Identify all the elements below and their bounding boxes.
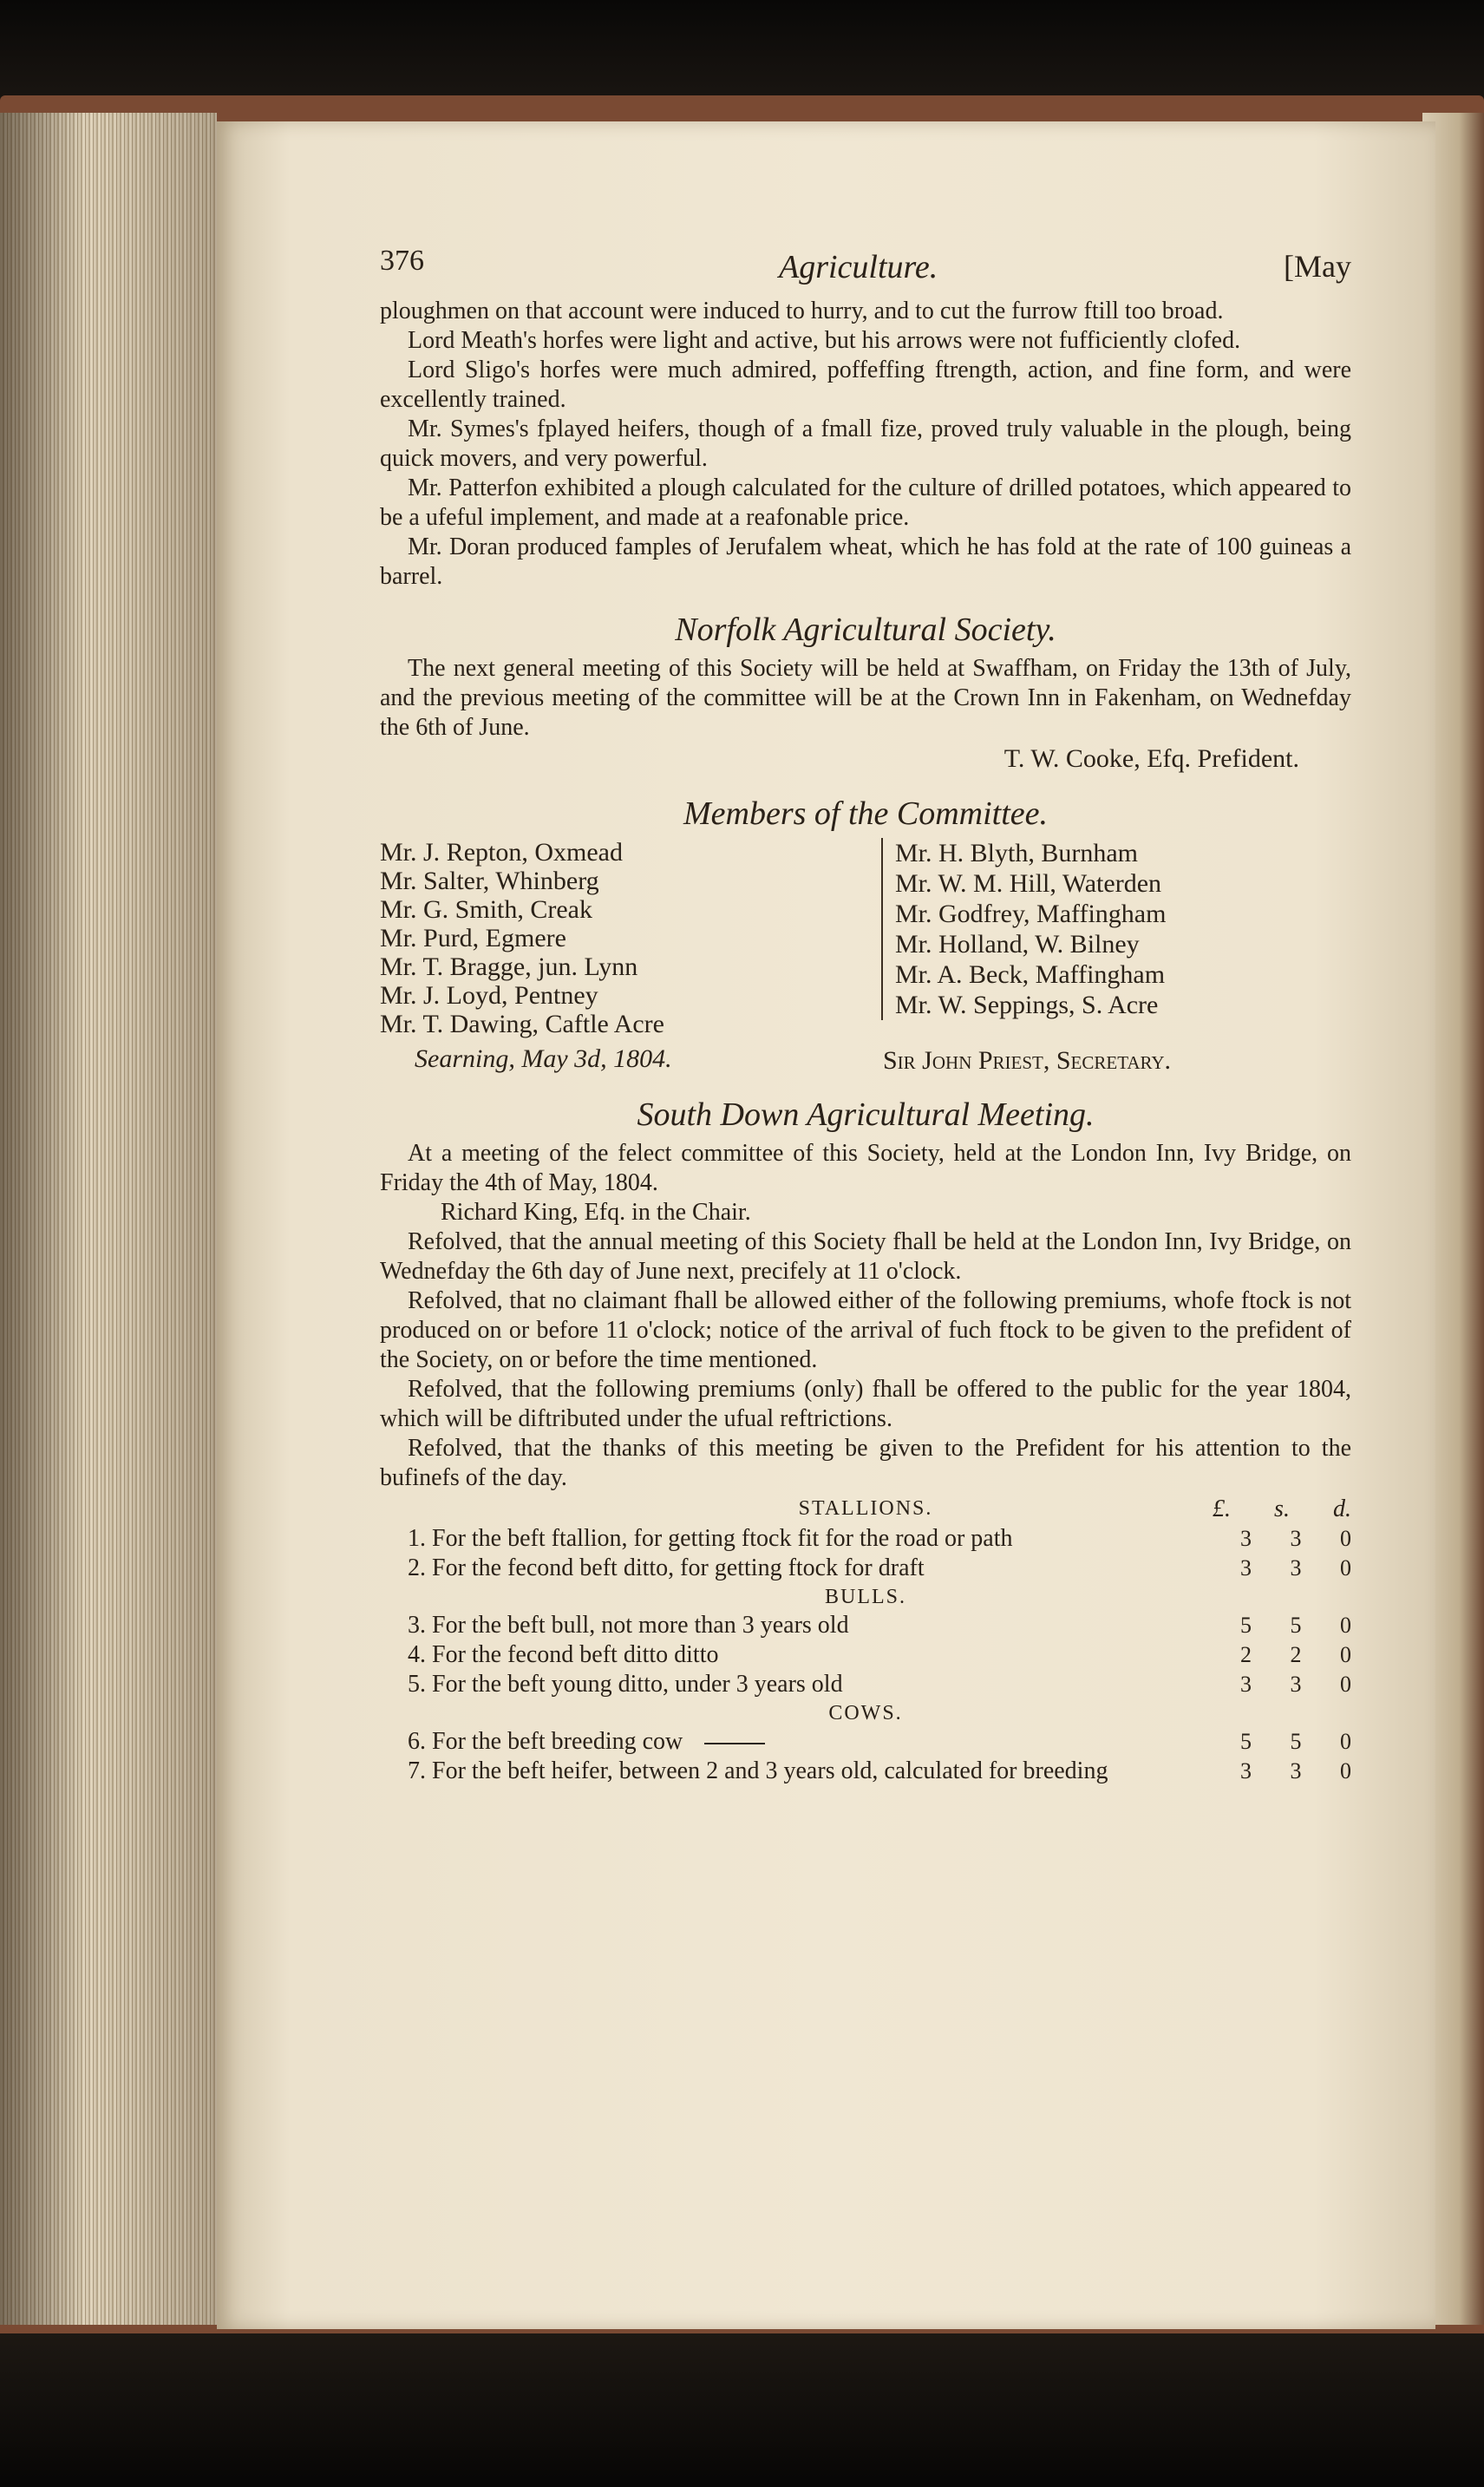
premium-amount (1213, 1611, 1351, 1640)
committee-column-right (881, 838, 1363, 1020)
premium-row (380, 1554, 1351, 1583)
premium-shillings: 5 (1290, 1613, 1302, 1638)
premium-pounds: 5 (1240, 1613, 1252, 1638)
running-header (380, 245, 1351, 297)
running-month: [May (1284, 249, 1351, 284)
south-down-paragraph: At a meeting of the felect committee of this Society, held at the London Inn, Ivy Bridge, on Friday the 4th of May, 1804. (380, 1140, 1351, 1196)
premium-pounds: 3 (1240, 1758, 1252, 1783)
running-title: Agriculture. (779, 249, 938, 285)
background-bottom (0, 2333, 1484, 2487)
category-bulls: BULLS. (824, 1586, 906, 1608)
premium-text: 6. For the beft breeding cow (408, 1728, 683, 1755)
intro-paragraph: Lord Meath's horfes were light and active, but his arrows were not fufficiently clofed. (408, 327, 1241, 354)
committee-member: Mr. J. Repton, Oxmead (380, 838, 623, 867)
premium-amount (1213, 1757, 1351, 1786)
premium-row (380, 1670, 1351, 1699)
page-text (380, 245, 1351, 1786)
premium-pounds: 3 (1240, 1672, 1252, 1697)
premium-text: 2. For the fecond beft ditto, for getting ftock for draft (408, 1554, 925, 1581)
premium-text: 4. For the fecond beft ditto ditto (408, 1641, 719, 1668)
committee-secretary: Sir John Priest, Secretary. (883, 1046, 1172, 1075)
premium-pounds: 5 (1240, 1729, 1252, 1754)
premium-shillings: 3 (1290, 1672, 1302, 1697)
committee-member: Mr. Purd, Egmere (380, 924, 566, 952)
premium-amount (1213, 1554, 1351, 1583)
premium-pence: 0 (1340, 1758, 1351, 1783)
premium-pounds: 3 (1240, 1526, 1252, 1551)
intro-paragraph: Mr. Symes's fplayed heifers, though of a fmall fize, proved truly valuable in the plough, being quick movers, and very powerful. (380, 416, 1351, 472)
page-number: 376 (380, 245, 424, 277)
south-down-paragraph: Refolved, that the annual meeting of this Society fhall be held at the London Inn, Ivy Bridge, on Wednefday the 6th day of June next, precifely at 11 o'clock. (380, 1228, 1351, 1285)
premium-pence: 0 (1340, 1672, 1351, 1697)
pence-header: d. (1333, 1495, 1351, 1522)
book-page (217, 121, 1435, 2329)
intro-paragraph: Mr. Doran produced famples of Jerufalem wheat, which he has fold at the rate of 100 guineas a barrel. (380, 533, 1351, 590)
committee-member: Mr. H. Blyth, Burnham (895, 839, 1139, 867)
intro-paragraph: Mr. Patterfon exhibited a plough calculated for the culture of drilled potatoes, which appeared to be a ufeful implement, and made at a reafonable price. (380, 474, 1351, 531)
committee-member: Mr. Salter, Whinberg (380, 867, 599, 895)
category-stallions: STALLIONS. (798, 1497, 933, 1520)
premium-shillings: 3 (1290, 1526, 1302, 1551)
intro-paragraph: ploughmen on that account were induced to hurry, and to cut the furrow ftill too broad. (380, 298, 1224, 324)
shillings-header: s. (1274, 1495, 1290, 1522)
category-cows: COWS. (828, 1702, 903, 1725)
committee-dateline: Searning, May 3d, 1804. (415, 1044, 672, 1073)
committee-column-left (380, 838, 866, 1038)
premium-text: 5. For the beft young ditto, under 3 years old (408, 1671, 843, 1698)
premium-text: 3. For the beft bull, not more than 3 years old (408, 1612, 849, 1639)
committee-member: Mr. G. Smith, Creak (380, 895, 592, 924)
committee-member: Mr. W. Seppings, S. Acre (895, 991, 1159, 1019)
south-down-chair: Richard King, Efq. in the Chair. (441, 1199, 751, 1226)
premium-row (380, 1524, 1351, 1554)
premium-row (380, 1727, 1351, 1757)
leader-dash (704, 1743, 765, 1744)
norfolk-paragraph: The next general meeting of this Society will be held at Swaffham, on Friday the 13th of July, and the previous meeting of the committee will be at the Crown Inn in Fakenham, on Wednefday the 6th of June. (380, 655, 1351, 741)
south-down-paragraph: Refolved, that the thanks of this meeting be given to the Prefident for his attention to the bufinefs of the day. (380, 1435, 1351, 1491)
premium-amount (1213, 1640, 1351, 1670)
pounds-header: £. (1213, 1495, 1231, 1522)
premium-pence: 0 (1340, 1555, 1351, 1581)
premium-amount (1213, 1524, 1351, 1554)
premium-pence: 0 (1340, 1729, 1351, 1754)
south-down-paragraph: Refolved, that no claimant fhall be allowed either of the following premiums, whofe ftock is not produced on or before 11 o'clock; notice of the arrival of fuch ftock to be given to the prefident of the Society, on or before the time mentioned. (380, 1287, 1351, 1373)
south-down-paragraph: Refolved, that the following premiums (only) fhall be offered to the public for the year 1804, which will be diftributed under the ufual reftrictions. (380, 1376, 1351, 1432)
committee-title: Members of the Committee. (683, 795, 1049, 832)
premium-text: 1. For the beft ftallion, for getting ftock fit for the road or path (408, 1525, 1013, 1552)
committee-member: Mr. A. Beck, Maffingham (895, 960, 1166, 989)
premiums-table (380, 1495, 1351, 1786)
premium-shillings: 3 (1290, 1758, 1302, 1783)
premiums-header (380, 1495, 1351, 1524)
premium-text: 7. For the beft heifer, between 2 and 3 years old, calculated for breeding (408, 1757, 1108, 1784)
committee-member: Mr. T. Bragge, jun. Lynn (380, 952, 638, 981)
committee-member: Mr. J. Loyd, Pentney (380, 981, 598, 1010)
norfolk-title: Norfolk Agricultural Society. (675, 612, 1056, 648)
premium-row (380, 1640, 1351, 1670)
south-down-title: South Down Agricultural Meeting. (637, 1096, 1095, 1133)
committee-member: Mr. Godfrey, Maffingham (895, 900, 1167, 928)
committee-members (380, 838, 1351, 1077)
premium-amount (1213, 1670, 1351, 1699)
premium-pence: 0 (1340, 1526, 1351, 1551)
premium-row (380, 1611, 1351, 1640)
committee-member: Mr. Holland, W. Bilney (895, 930, 1140, 959)
committee-member: Mr. W. M. Hill, Waterden (895, 869, 1162, 898)
premium-pounds: 2 (1240, 1642, 1252, 1667)
premium-amount (1213, 1727, 1351, 1757)
premium-shillings: 5 (1290, 1729, 1302, 1754)
premium-pence: 0 (1340, 1613, 1351, 1638)
premium-row (380, 1757, 1351, 1786)
premium-shillings: 2 (1290, 1642, 1302, 1667)
norfolk-president: T. W. Cooke, Efq. Prefident. (1003, 744, 1299, 773)
page-edges-shade (0, 113, 217, 2325)
premium-pence: 0 (1340, 1642, 1351, 1667)
premium-shillings: 3 (1290, 1555, 1302, 1581)
currency-header (1213, 1495, 1351, 1524)
committee-member: Mr. T. Dawing, Caftle Acre (380, 1010, 664, 1038)
premium-pounds: 3 (1240, 1555, 1252, 1581)
intro-paragraph: Lord Sligo's horfes were much admired, poffeffing ftrength, action, and fine form, and were excellently trained. (380, 357, 1351, 413)
